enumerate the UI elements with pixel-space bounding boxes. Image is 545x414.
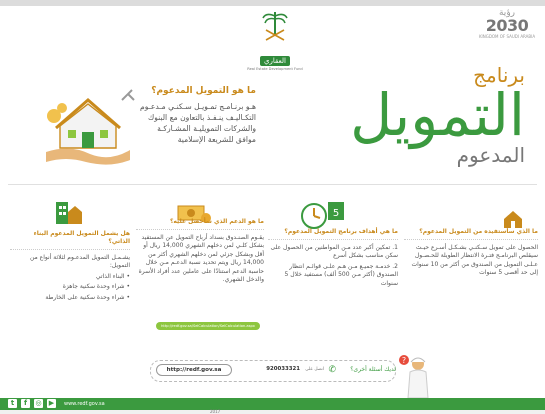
goal-item: 1. تمكين أكبر عدد مـن المواطنين من الحصول على سكن مناسب بشكل أسرع (270, 244, 398, 260)
support-text: يقـوم الصنـدوق بسداد أرباح التمويل عن المستفيد بشكل كلـي لمن دخلهم الشهري 14,000 ريال أو أقل وبشكل جزئي لمن دخلهم الشهري أكثر من 14,000 ريال ويتم تحديد نسبة الدعـم مـن خلال حاسبة الدعم استنادًا على عاملين عدد أفراد الأسرة والدخل الشهري. (138, 234, 264, 284)
vision-2030-logo (477, 8, 537, 54)
social-icons (8, 399, 105, 408)
self-build-item: • شراء وحدة سكنية جاهزة (62, 283, 130, 291)
footer-url[interactable]: www.redf.gov.sa (64, 400, 105, 407)
logo-sub: Real Estate Development Fund (247, 67, 303, 71)
building-house-icon (52, 194, 82, 226)
phone-label: اتصل على (305, 367, 324, 372)
vision-arabic: رؤية (498, 8, 516, 18)
house-in-hand-icon (40, 82, 136, 166)
palm-emblem-icon (260, 8, 290, 44)
top-stripe (0, 0, 545, 6)
year-text: 2017 (210, 409, 221, 414)
goal-item: 2. خدمـة جميـع مـن هـم علـى قوائـم انتظار الصندوق (أكثر مـن 500 ألف) مستفيد خلال 5 سنوات (284, 262, 398, 287)
website-link[interactable]: http://redf.gov.sa (156, 364, 232, 376)
svg-text:?: ? (401, 356, 407, 365)
twitter-icon[interactable]: t (8, 399, 17, 408)
what-text: هـو برنـامـج تمـويـل سـكنـي مـدعـوم التكـاليـف ينـفـذ بالتعاون مع البنوك والشركات التمويليـة المشـاركـة موافق للشريعة الإسلامية (140, 102, 256, 144)
self-build-item: • شراء وحدة سكنية على الخارطة (45, 293, 130, 301)
clock-calendar-icon (300, 198, 346, 230)
what-is-section (138, 86, 256, 145)
title-main: التمويل (350, 81, 525, 149)
goals-heading: ما هي أهداف برنامج التمويل المدعوم؟ (268, 228, 398, 240)
facebook-icon[interactable]: f (21, 399, 30, 408)
contact-bar (156, 364, 396, 378)
section-divider (8, 184, 537, 185)
phone-number[interactable]: 920033321 (266, 366, 300, 372)
goals-column (268, 228, 398, 290)
support-column (136, 218, 264, 286)
logo-name: العقاري (260, 56, 290, 66)
bottom-strip (0, 410, 545, 414)
self-build-item: • البناء الذاتي (95, 272, 130, 280)
self-build-column (10, 230, 130, 304)
program-title (325, 64, 525, 166)
title-bottom: المدعوم (456, 143, 525, 167)
house-icon (502, 208, 524, 230)
self-build-heading: هل يشمل التمويل المدعوم البناء الذاتي؟ (10, 230, 130, 250)
benefit-column (404, 228, 538, 280)
what-heading: ما هو التمويل المدعوم؟ (151, 86, 256, 96)
redf-logo (246, 8, 304, 70)
phone-icon: ✆ (328, 365, 336, 375)
footer-bar (0, 398, 545, 410)
calculator-link[interactable]: http://redf.gov.sa/SelCalculation/SelCalculation.aspx (156, 322, 260, 330)
youtube-icon[interactable]: ▶ (48, 399, 55, 407)
self-build-intro: يشـمـل التمويل المدعـوم لثلاثة أنواع من التمويل: (29, 254, 130, 270)
vision-year: 2030 (485, 16, 529, 35)
questions-text: لديك أسئلة أخرى؟ (350, 366, 396, 373)
benefit-text: الحصول على تمويل سـكنـي بشـكـل أسـرع حيـث سيقلص البرنامـج فتـرة الانتظار الطويلة للحـصـول عـلـى التمويل من الصندوق من أكثر من 10 سنوات إلى حد أقصى 5 سنوات (411, 244, 538, 277)
man-question-icon (398, 352, 434, 398)
benefit-heading: ما الذي سأستفيده من التمويل المدعوم؟ (404, 228, 538, 240)
support-heading: ما هو الدعم الذي سأحصل عليه؟ (136, 218, 264, 230)
instagram-icon[interactable]: ◎ (35, 399, 42, 407)
svg-text:5: 5 (332, 208, 340, 219)
vision-sub: KINGDOM OF SAUDI ARABIA (478, 34, 536, 39)
title-top: برنامج (473, 63, 525, 87)
